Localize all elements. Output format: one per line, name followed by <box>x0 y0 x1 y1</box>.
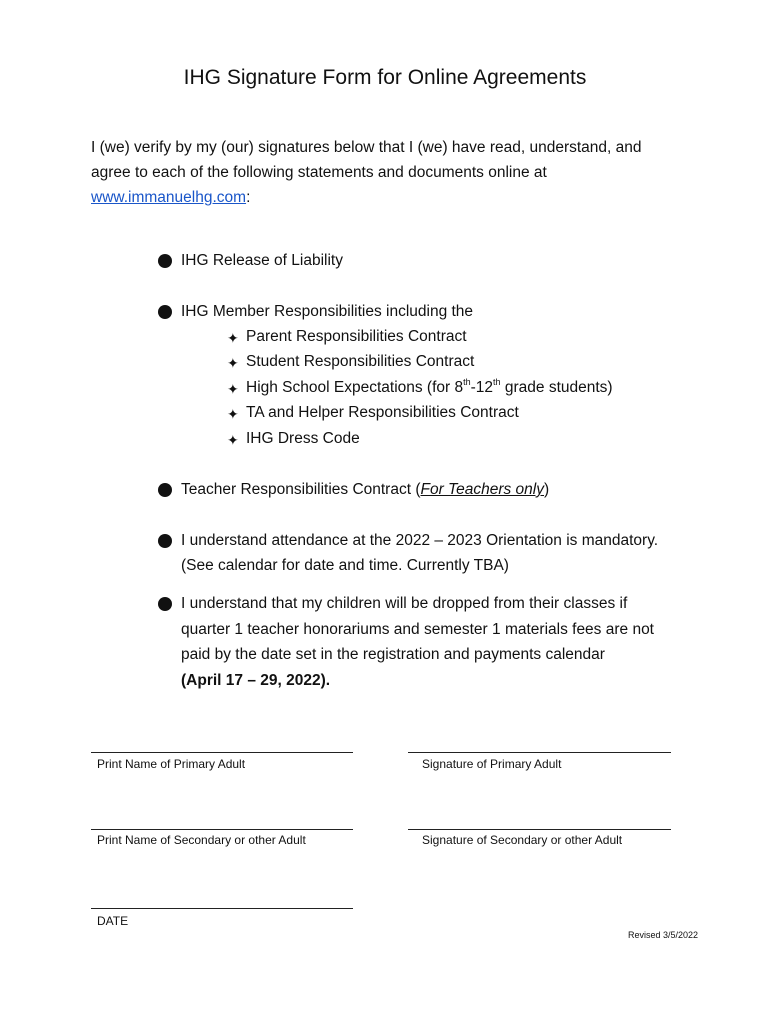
intro-line-3 <box>91 185 250 210</box>
bullet-attendance-line-1: I understand attendance at the 2022 – 2023 Orientation is mandatory. <box>181 532 659 549</box>
sub-high-school-expectations: High School Expectations (for 8th-12th grade students) <box>246 376 613 396</box>
date-label: DATE <box>97 914 129 928</box>
bullet-icon <box>158 534 172 548</box>
sub-student-contract: Student Responsibilities Contract <box>246 353 475 370</box>
sign-primary-line[interactable] <box>408 752 671 753</box>
print-secondary-label: Print Name of Secondary or other Adult <box>97 833 306 847</box>
bullet-attendance-line-2: (See calendar for date and time. Currently TBA) <box>181 557 509 574</box>
bullet-icon <box>158 254 172 268</box>
sign-primary-label: Signature of Primary Adult <box>422 757 562 771</box>
sign-secondary-line[interactable] <box>408 829 671 830</box>
bullet-icon <box>158 305 172 319</box>
print-primary-label: Print Name of Primary Adult <box>97 757 246 771</box>
star-icon: ✦ <box>227 381 239 397</box>
intro-line-2: agree to each of the following statements and documents online at <box>91 164 547 181</box>
bullet-dropped-line-3: paid by the date set in the registration and payments calendar <box>181 646 605 663</box>
star-icon: ✦ <box>227 330 239 346</box>
bullet-icon <box>158 483 172 497</box>
page-title: IHG Signature Form for Online Agreements <box>183 66 587 89</box>
website-link[interactable]: www.immanuelhg.com <box>91 189 247 206</box>
bullet-icon <box>158 597 172 611</box>
intro-colon: : <box>246 189 251 206</box>
sub-dress-code: IHG Dress Code <box>246 430 360 447</box>
star-icon: ✦ <box>227 355 239 371</box>
sub-parent-contract: Parent Responsibilities Contract <box>246 328 467 345</box>
bullet-dropped-line-1: I understand that my children will be dropped from their classes if <box>181 595 628 612</box>
bullet-teacher-contract: Teacher Responsibilities Contract (For Teachers only) <box>181 481 550 498</box>
sign-secondary-label: Signature of Secondary or other Adult <box>422 833 623 847</box>
intro-line-1: I (we) verify by my (our) signatures below that I (we) have read, understand, and <box>91 139 642 156</box>
bullet-member-responsibilities: IHG Member Responsibilities including the <box>181 303 474 320</box>
bullet-dropped-line-4: (April 17 – 29, 2022). <box>181 672 331 689</box>
star-icon: ✦ <box>227 406 239 422</box>
revised-date: Revised 3/5/2022 <box>628 930 699 940</box>
bullet-release-liability: IHG Release of Liability <box>181 252 343 269</box>
sub-ta-helper-contract: TA and Helper Responsibilities Contract <box>246 404 519 421</box>
star-icon: ✦ <box>227 432 239 448</box>
date-line[interactable] <box>91 908 353 909</box>
print-secondary-line[interactable] <box>91 829 353 830</box>
bullet-dropped-line-2: quarter 1 teacher honorariums and semester 1 materials fees are not <box>181 621 654 638</box>
print-primary-line[interactable] <box>91 752 353 753</box>
